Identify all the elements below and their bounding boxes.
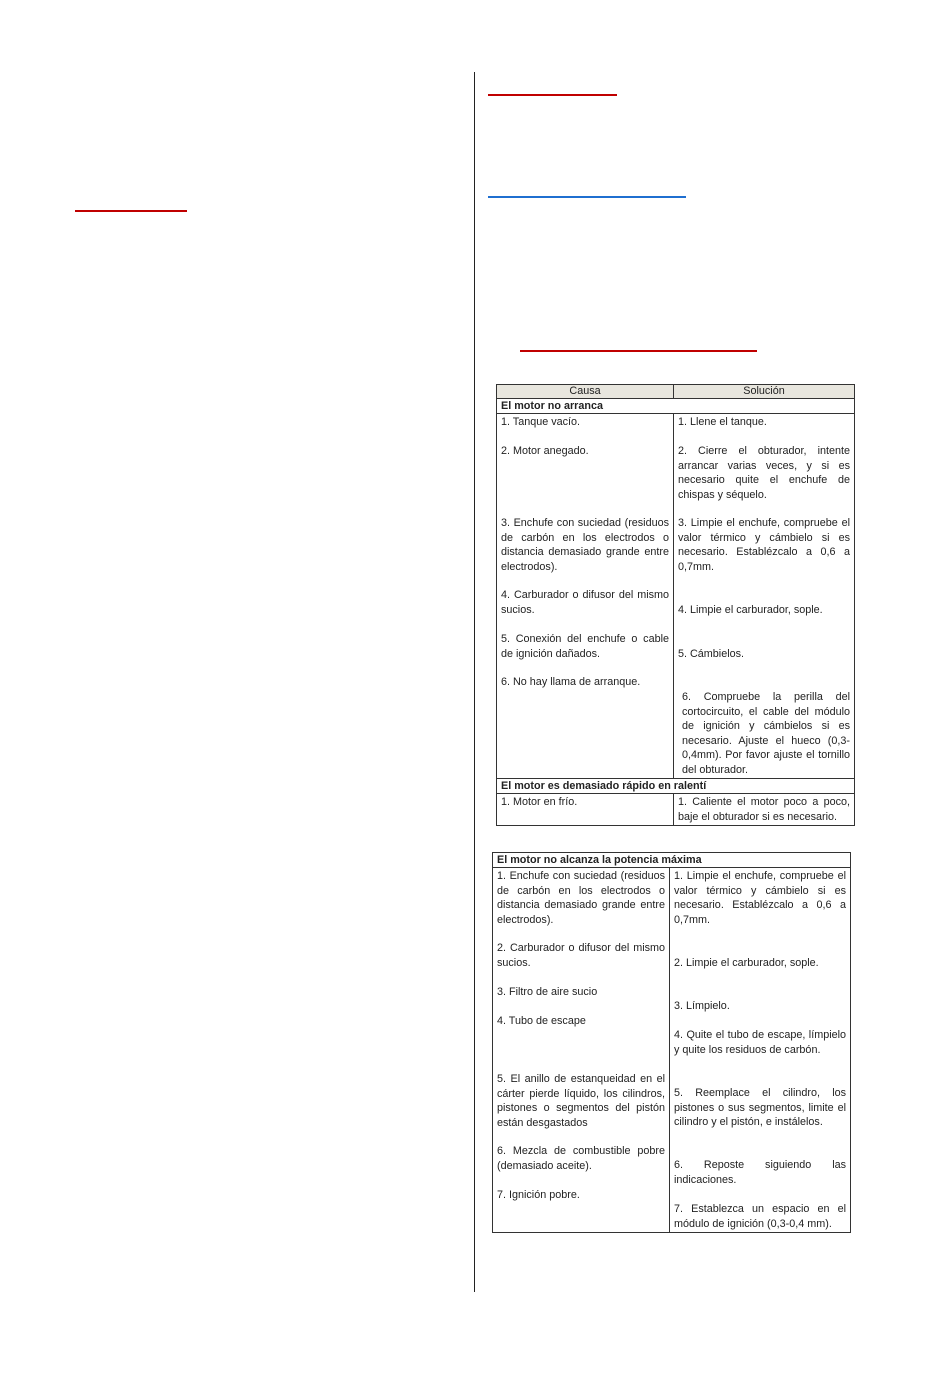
section-title-fast-idle: El motor es demasiado rápido en ralentí bbox=[497, 779, 855, 794]
solution-item: 4. Limpie el carburador, sople. bbox=[678, 604, 823, 616]
solution-item: 6. Compruebe la perilla del cortocircuito, el cable del módulo de ignición y cámbielos si es necesario. Ajuste el hueco (0,3-0,4mm). Por favor ajuste el tornillo del obturador. bbox=[682, 691, 850, 776]
right-link-underline bbox=[488, 196, 686, 198]
solution-item: 1. Limpie el enchufe, compruebe el valor térmico y cámbielo si es necesario. Establézcalo a 0,6 a 0,7mm. bbox=[674, 870, 847, 926]
solution-cell bbox=[674, 414, 855, 779]
header-solution: Solución bbox=[674, 385, 855, 399]
section-row bbox=[497, 779, 855, 794]
solution-item: 2. Limpie el carburador, sople. bbox=[674, 957, 819, 969]
cause-item: 4. Tubo de escape bbox=[497, 1015, 586, 1027]
solution-cell bbox=[670, 868, 851, 1233]
solution-item: 2. Cierre el obturador, intente arrancar varias veces, y si es necesario quite el enchufe de chispas y séquelo. bbox=[678, 445, 850, 501]
solution-item: 5. Cámbielos. bbox=[678, 648, 745, 660]
cause-cell bbox=[493, 868, 670, 1233]
cause-item: 2. Carburador o difusor del mismo sucios. bbox=[497, 942, 665, 969]
table-header-row bbox=[497, 385, 855, 399]
cause-item: 2. Motor anegado. bbox=[501, 445, 589, 457]
solution-item: 5. Reemplace el cilindro, los pistones o sus segmentos, limite el cilindro y el pistón, e instálelos. bbox=[674, 1087, 847, 1128]
section-title-power: El motor no alcanza la potencia máxima bbox=[493, 853, 851, 868]
table-row bbox=[493, 868, 851, 1233]
cause-item: 1. Tanque vacío. bbox=[501, 416, 581, 428]
troubleshooting-table-start bbox=[496, 384, 855, 826]
solution-cell: 1. Caliente el motor poco a poco, baje el obturador si es necesario. bbox=[674, 794, 855, 826]
cause-item: 6. Mezcla de combustible pobre (demasiado aceite). bbox=[497, 1145, 665, 1172]
solution-item: 7. Establezca un espacio en el módulo de ignición (0,3-0,4 mm). bbox=[674, 1203, 847, 1230]
cause-cell: 1. Motor en frío. bbox=[497, 794, 674, 826]
header-cause: Causa bbox=[497, 385, 674, 399]
cause-item: 5. El anillo de estanqueidad en el cárter pierde líquido, los cilindros, pistones o segmentos del pistón están desgastados bbox=[497, 1073, 665, 1129]
cause-cell bbox=[497, 414, 674, 779]
solution-item: 4. Quite el tubo de escape, límpielo y quite los residuos de carbón. bbox=[674, 1029, 847, 1056]
cause-item: 7. Ignición pobre. bbox=[497, 1189, 580, 1201]
section-title-no-start: El motor no arranca bbox=[497, 399, 855, 414]
solution-item: 6. Reposte siguiendo las indicaciones. bbox=[674, 1159, 847, 1186]
table-row bbox=[497, 794, 855, 826]
right-heading-underline-2 bbox=[520, 350, 757, 352]
section-row bbox=[493, 853, 851, 868]
column-divider bbox=[474, 72, 475, 1292]
cause-item: 4. Carburador o difusor del mismo sucios. bbox=[501, 589, 669, 616]
cause-item: 1. Enchufe con suciedad (residuos de carbón en los electrodos o distancia demasiado grande entre electrodos). bbox=[497, 870, 665, 926]
cause-item: 3. Enchufe con suciedad (residuos de carbón en los electrodos o distancia demasiado grande entre electrodos). bbox=[501, 517, 669, 573]
solution-item: 3. Límpielo. bbox=[674, 1000, 730, 1012]
solution-item: 3. Limpie el enchufe, compruebe el valor térmico y cámbielo si es necesario. Establézcalo a 0,6 a 0,7mm. bbox=[678, 517, 850, 573]
section-row bbox=[497, 399, 855, 414]
table-row bbox=[497, 414, 855, 779]
cause-item: 3. Filtro de aire sucio bbox=[497, 986, 598, 998]
cause-item: 6. No hay llama de arranque. bbox=[501, 676, 641, 688]
right-heading-underline-1 bbox=[488, 94, 617, 96]
troubleshooting-table-power bbox=[492, 852, 851, 1233]
cause-item: 5. Conexión del enchufe o cable de ignición dañados. bbox=[501, 633, 669, 660]
solution-item: 1. Llene el tanque. bbox=[678, 416, 767, 428]
left-heading-underline bbox=[75, 210, 187, 212]
